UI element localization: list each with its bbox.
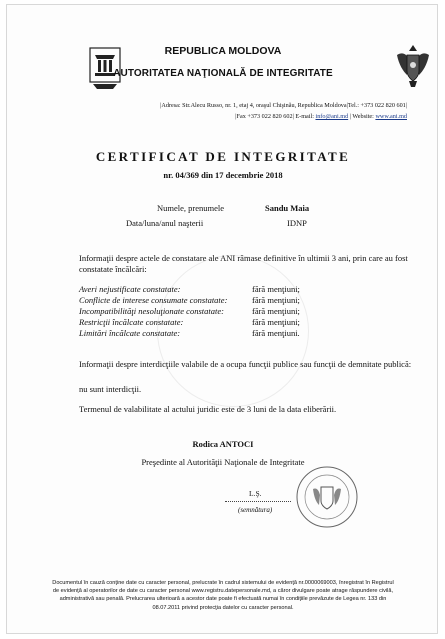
interdictions-value: nu sunt interdicţii. (79, 384, 142, 394)
acts-item-label: Conflicte de interese consumate constatate: (79, 295, 228, 305)
email-link[interactable]: info@ani.md (315, 113, 349, 120)
name-value: Sandu Maia (265, 203, 310, 213)
acts-item-label: Restricţii încălcate constatate: (79, 317, 184, 327)
website-link[interactable]: www.ani.md (375, 113, 407, 120)
ls-mark: L.Ş. (249, 489, 262, 498)
birth-label: Data/luna/anul naşterii (126, 218, 204, 228)
certificate-number: nr. 04/369 din 17 decembrie 2018 (163, 170, 283, 180)
certificate-page (6, 4, 438, 634)
interdictions-intro: Informaţii despre interdicţiile valabile de a ocupa funcţii publice sau funcţii de demnitate publică: (79, 359, 412, 369)
signature-label: (semnătura) (238, 506, 273, 514)
acts-item-label: Incompatibilităţi nesoluţionate constatate: (79, 306, 224, 316)
fax-text: |Fax +373 022 820 602| E-mail: (235, 113, 314, 120)
signatory-name: Rodica ANTOCI (192, 439, 254, 449)
certificate-title: CERTIFICAT DE INTEGRITATE (95, 149, 351, 164)
acts-item-label: Averi nejustificate constatate: (79, 284, 181, 294)
acts-item-value: fără menţiuni; (252, 317, 300, 327)
acts-intro: Informaţii despre actele de constatare ale ANI rămase definitive în ultimii 3 ani, prin care au fost constatate încălcări: (79, 253, 408, 274)
contact-line (107, 113, 407, 120)
validity-text: Termenul de valabilitate al actului juridic este de 3 luni de la data eliberării. (79, 404, 337, 414)
acts-item-value: fără menţiuni; (252, 306, 300, 316)
official-stamp-icon (295, 465, 359, 529)
idnp-label: IDNP (287, 218, 307, 228)
acts-item-value: fără menţiuni. (252, 328, 300, 338)
signature-line (225, 501, 291, 502)
signatory-position: Preşedinte al Autorităţii Naţionale de Integritate (141, 457, 305, 467)
acts-item-value: fără menţiuni; (252, 284, 300, 294)
acts-item-label: Limitări încălcate constatate: (79, 328, 181, 338)
footer-disclaimer: Documentul în cauză conţine date cu caracter personal, prelucrate în cadrul sistemului de evidenţă nr.0000069003, înregistrat în Registrul de evidenţă al operatorilor de date cu caracter personal www.registru.datepersonale.md, a căror divulgare poate atrage răspundere civilă, administrativă sau penală. Prelucrarea ulterioară a acestor date poate fi efectuată numai în condiţiile prevăzute de Legea nr. 133 din 08.07.2011 privind protecţia datelor cu caracter personal. (52, 580, 394, 611)
name-label: Numele, prenumele (157, 203, 225, 213)
authority-heading: AUTORITATEA NAŢIONALĂ DE INTEGRITATE (113, 68, 333, 79)
acts-item-value: fără menţiuni; (252, 295, 300, 305)
country-heading: REPUBLICA MOLDOVA (164, 45, 282, 57)
website-prefix: | Website: (349, 113, 374, 120)
address-line: |Adresa: Str.Alecu Russo, nr. 1, etaj 4, oraşul Chişinău, Republica Moldova|Tel.: +373 022 820 601| (160, 102, 407, 109)
